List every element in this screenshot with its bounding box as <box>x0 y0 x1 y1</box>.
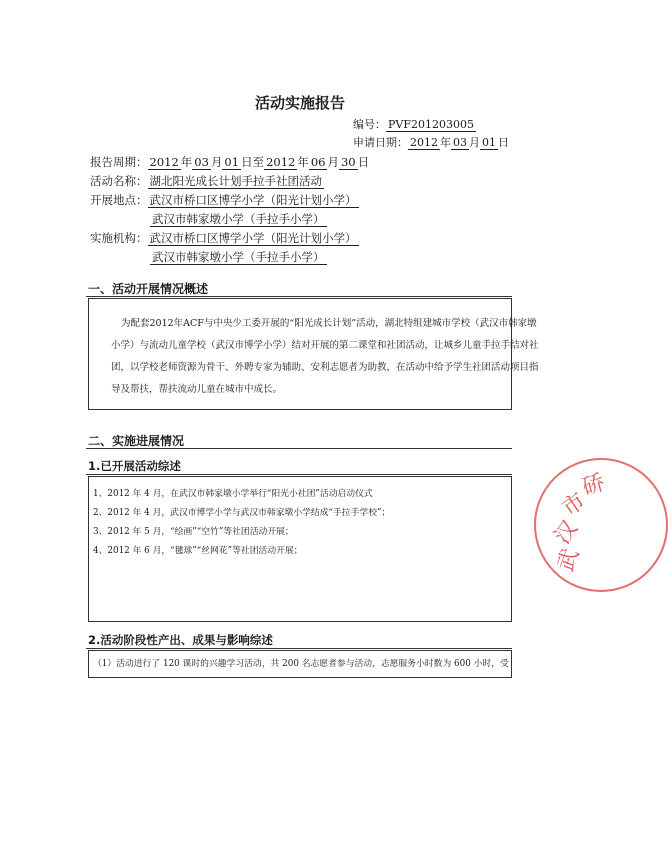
apply-date-label: 申请日期： <box>353 136 408 149</box>
apply-year: 2012 <box>410 136 438 149</box>
subsection-2-rule <box>86 648 512 649</box>
section-1-box <box>88 298 539 410</box>
subsection-1-heading: 1.已开展活动综述 <box>88 459 181 473</box>
subsection-2-heading: 2.活动阶段性产出、成果与影响综述 <box>88 633 273 647</box>
apply-day: 01 <box>482 136 496 149</box>
activity-name: 湖北阳光成长计划手拉手社团活动 <box>149 174 322 188</box>
apply-day-unit: 日 <box>498 136 509 149</box>
activity-label: 活动名称： <box>90 174 148 188</box>
period-day-unit-2: 日 <box>357 155 370 169</box>
official-seal <box>534 458 668 592</box>
subsection-1-rule <box>86 474 512 475</box>
org-row-2 <box>150 249 327 265</box>
code-label: 编号： <box>353 118 386 131</box>
period-month-unit-1: 月 <box>210 155 223 169</box>
activity-row <box>90 173 324 189</box>
period-row <box>90 154 369 170</box>
apply-date-row <box>353 134 509 150</box>
section-2-rule <box>86 448 512 449</box>
location-label: 开展地点： <box>90 193 148 207</box>
location-line-2: 武汉市韩家墩小学（手拉手小学） <box>152 212 325 226</box>
apply-year-unit: 年 <box>440 136 451 149</box>
section-1-line-3: 团，以学校老师资源为骨干、外聘专家为辅助、安利志愿者为助教，在活动中给予学生社团活动项目指 <box>111 362 539 373</box>
period-to: 日至 <box>241 155 265 169</box>
period-year-unit-2: 年 <box>297 155 309 169</box>
section-2-heading: 二、实施进展情况 <box>88 434 185 448</box>
code-value: PVF201203005 <box>388 118 474 131</box>
seal-char-3: 市 <box>557 488 591 522</box>
apply-month-unit: 月 <box>469 136 480 149</box>
code-row <box>353 116 476 132</box>
subsection-1-box <box>88 476 512 622</box>
period-month-2: 06 <box>310 155 326 169</box>
subsection-2-box <box>88 650 512 678</box>
page-title: 活动实施报告 <box>254 94 345 112</box>
period-label: 报告周期： <box>90 155 148 169</box>
outcome-text-1: （1）活动进行了 120 课时的兴趣学习活动，共 200 名志愿者参与活动，志愿服务小时数为 600 小时，受 <box>93 659 509 669</box>
section-1-line-1: 为配套2012年ACF与中央少工委开展的“阳光成长计划”活动，湖北特组建城市学校（武汉市韩家墩 <box>121 318 537 329</box>
section-1-line-4: 导及帮扶，帮扶流动儿童在城市中成长。 <box>111 384 283 395</box>
apply-month: 03 <box>453 136 467 149</box>
org-line-1: 武汉市桥口区博学小学（阳光计划小学） <box>149 231 357 245</box>
period-year-1: 2012 <box>149 155 179 169</box>
period-month-unit-2: 月 <box>327 155 339 169</box>
seal-char-1: 武 <box>553 545 585 575</box>
seal-char-2: 汉 <box>550 516 584 549</box>
org-row <box>90 230 359 246</box>
section-1-rule <box>86 296 512 297</box>
period-day-2: 30 <box>340 155 356 169</box>
location-row-2 <box>150 211 327 227</box>
seal-char-4: 硚 <box>579 470 608 501</box>
org-line-2: 武汉市韩家墩小学（手拉手小学） <box>152 250 325 264</box>
org-label: 实施机构： <box>90 231 148 245</box>
period-month-1: 03 <box>194 155 209 169</box>
activity-item-3: 3、2012 年 5 月，“绘画”“空竹”等社团活动开展； <box>93 527 294 537</box>
period-day-1: 01 <box>224 155 240 169</box>
activity-item-2: 2、2012 年 4 月，武汉市博学小学与武汉市韩家墩小学结成“手拉手学校”； <box>93 508 391 518</box>
period-year-2: 2012 <box>266 155 296 169</box>
period-year-unit-1: 年 <box>180 155 193 169</box>
location-row <box>90 192 359 208</box>
section-1-heading: 一、活动开展情况概述 <box>88 282 209 296</box>
section-1-line-2: 小学）与流动儿童学校（武汉市博学小学）结对开展的第二课堂和社团活动，让城乡儿童手拉手结对社 <box>111 340 539 351</box>
activity-item-4: 4、2012 年 6 月，“毽球”“丝网花”等社团活动开展； <box>93 546 303 556</box>
location-line-1: 武汉市桥口区博学小学（阳光计划小学） <box>149 193 357 207</box>
activity-item-1: 1、2012 年 4 月，在武汉市韩家墩小学举行“阳光小社团”活动启动仪式 <box>93 489 373 499</box>
